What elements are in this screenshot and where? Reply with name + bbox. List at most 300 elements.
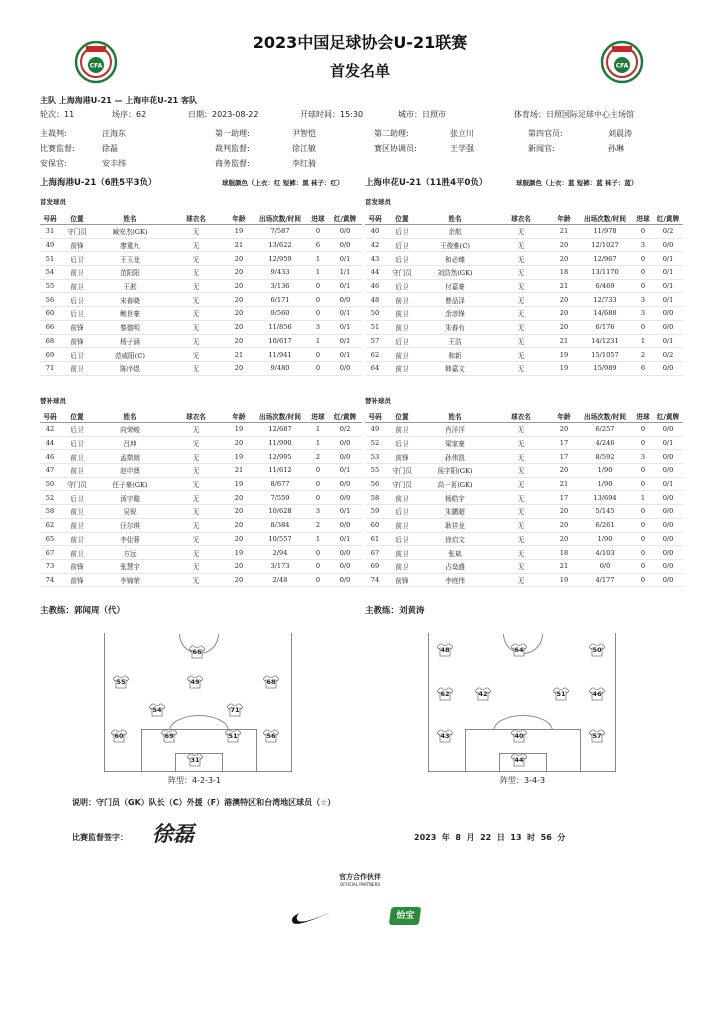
table-cell: 20 bbox=[226, 266, 252, 280]
table-cell: 0/0 bbox=[653, 238, 683, 252]
table-cell: 后卫 bbox=[385, 238, 419, 252]
table-cell: 高一茗(GK) bbox=[419, 477, 491, 491]
table-cell: 60 bbox=[365, 518, 385, 532]
table-cell: 0/0 bbox=[653, 559, 683, 573]
table-cell: 后卫 bbox=[385, 252, 419, 266]
table-row bbox=[365, 491, 683, 505]
player-jersey: 55 bbox=[113, 675, 129, 689]
table-cell: 20 bbox=[226, 518, 252, 532]
official-value: 王学强 bbox=[450, 144, 474, 153]
table-cell: 0 bbox=[308, 464, 328, 478]
table-cell: 56 bbox=[365, 477, 385, 491]
table-cell: 13/1170 bbox=[577, 266, 633, 280]
table-cell: 无 bbox=[166, 238, 226, 252]
column-header: 出场次数/时间 bbox=[259, 413, 301, 421]
table-cell: 1 bbox=[308, 532, 328, 546]
table-cell: 19 bbox=[551, 348, 577, 362]
table-cell: 朱春有 bbox=[419, 320, 491, 334]
table-cell: 余彦锋 bbox=[419, 307, 491, 321]
table-cell: 0/1 bbox=[328, 320, 362, 334]
table-cell: 方远 bbox=[94, 546, 166, 560]
table-cell: 无 bbox=[166, 450, 226, 464]
table-cell: 21 bbox=[226, 464, 252, 478]
table-cell: 0/1 bbox=[653, 436, 683, 450]
table-cell: 无 bbox=[166, 225, 226, 239]
table-cell: 前卫 bbox=[385, 361, 419, 375]
column-header: 年龄 bbox=[557, 215, 571, 223]
table-cell: 和必臻 bbox=[419, 252, 491, 266]
table-cell: 前卫 bbox=[60, 266, 94, 280]
table-cell: 无 bbox=[491, 348, 551, 362]
table-cell: 49 bbox=[40, 238, 60, 252]
table-cell: 1 bbox=[633, 334, 653, 348]
column-header: 球衣名 bbox=[186, 413, 206, 421]
table-cell: 吕坤 bbox=[94, 436, 166, 450]
table-row bbox=[365, 266, 683, 280]
table-cell: 无 bbox=[166, 348, 226, 362]
player-jersey: 64 bbox=[511, 643, 527, 657]
table-cell: 前卫 bbox=[60, 546, 94, 560]
column-header: 红/黄牌 bbox=[333, 215, 357, 223]
table-row bbox=[40, 559, 362, 573]
table-cell: 11/941 bbox=[252, 348, 308, 362]
table-row bbox=[365, 252, 683, 266]
table-cell: 4/177 bbox=[577, 573, 633, 587]
table-cell: 0/0 bbox=[653, 361, 683, 375]
table-cell: 徐启文 bbox=[419, 532, 491, 546]
table-cell: 无 bbox=[491, 252, 551, 266]
table-cell: 21 bbox=[551, 334, 577, 348]
table-cell: 0/0 bbox=[328, 491, 362, 505]
table-cell: 前卫 bbox=[60, 505, 94, 519]
table-cell: 0 bbox=[308, 348, 328, 362]
column-header: 球衣名 bbox=[511, 215, 531, 223]
table-cell: 无 bbox=[166, 334, 226, 348]
table-cell: 0/0 bbox=[653, 450, 683, 464]
table-cell: 57 bbox=[365, 334, 385, 348]
table-cell: 21 bbox=[551, 477, 577, 491]
table-cell: 李庭伟 bbox=[419, 573, 491, 587]
player-jersey: 40 bbox=[511, 729, 527, 743]
table-cell: 鲍世豪 bbox=[94, 307, 166, 321]
round: 轮次：11 bbox=[40, 110, 75, 119]
table-cell: 10/617 bbox=[252, 334, 308, 348]
partners-en: OFFICIAL PARTNERS bbox=[340, 882, 380, 887]
away-starters-table bbox=[365, 212, 683, 376]
table-cell: 后卫 bbox=[385, 279, 419, 293]
table-cell: 46 bbox=[40, 450, 60, 464]
table-cell: 0/0 bbox=[328, 450, 362, 464]
table-cell: 无 bbox=[491, 464, 551, 478]
table-cell: 0/0 bbox=[653, 546, 683, 560]
table-row bbox=[365, 320, 683, 334]
table-cell: 1/90 bbox=[577, 532, 633, 546]
table-row bbox=[40, 436, 362, 450]
nike-logo bbox=[290, 905, 336, 927]
table-cell: 前卫 bbox=[385, 348, 419, 362]
table-cell: 后卫 bbox=[60, 491, 94, 505]
table-row bbox=[40, 450, 362, 464]
table-cell: 14/1231 bbox=[577, 334, 633, 348]
table-cell: 守门员 bbox=[60, 225, 94, 239]
home-kit: 球服颜色（上衣：红 短裤：黑 袜子：红） bbox=[222, 179, 344, 187]
table-cell: 21 bbox=[551, 279, 577, 293]
table-cell: 0/0 bbox=[653, 505, 683, 519]
match-date: 日期：2023-08-22 bbox=[188, 110, 259, 119]
table-cell: 11/856 bbox=[252, 320, 308, 334]
table-cell: 42 bbox=[365, 238, 385, 252]
table-cell: 0/0 bbox=[328, 361, 362, 375]
column-header: 姓名 bbox=[123, 413, 137, 421]
table-cell: 5/145 bbox=[577, 505, 633, 519]
table-cell: 20 bbox=[226, 293, 252, 307]
table-cell: 0 bbox=[633, 573, 653, 587]
player-jersey: 56 bbox=[263, 729, 279, 743]
table-cell: 0 bbox=[633, 464, 653, 478]
table-cell: 0 bbox=[633, 423, 653, 437]
table-cell: 无 bbox=[166, 436, 226, 450]
column-header: 姓名 bbox=[123, 215, 137, 223]
table-cell: 62 bbox=[40, 518, 60, 532]
table-cell: 1 bbox=[308, 423, 328, 437]
table-cell: 20 bbox=[226, 361, 252, 375]
table-cell: 0/0 bbox=[328, 477, 362, 491]
table-cell: 9/433 bbox=[252, 266, 308, 280]
table-cell: 前锋 bbox=[60, 320, 94, 334]
table-row bbox=[40, 464, 362, 478]
table-cell: 无 bbox=[166, 252, 226, 266]
table-cell: 0/1 bbox=[653, 334, 683, 348]
table-cell: 0 bbox=[308, 279, 328, 293]
table-cell: 0/0 bbox=[653, 307, 683, 321]
table-row bbox=[40, 279, 362, 293]
table-cell: 前卫 bbox=[60, 361, 94, 375]
table-cell: 14/688 bbox=[577, 307, 633, 321]
table-cell: 43 bbox=[365, 252, 385, 266]
table-cell: 0/1 bbox=[328, 464, 362, 478]
table-cell: 无 bbox=[491, 477, 551, 491]
table-cell: 后卫 bbox=[385, 532, 419, 546]
table-cell: 前卫 bbox=[385, 307, 419, 321]
table-cell: 0/0 bbox=[653, 573, 683, 587]
table-cell: 50 bbox=[40, 477, 60, 491]
table-row bbox=[365, 238, 683, 252]
player-jersey: 69 bbox=[161, 729, 177, 743]
table-cell: 前卫 bbox=[385, 559, 419, 573]
table-cell: 黎德明 bbox=[94, 320, 166, 334]
table-cell: 20 bbox=[551, 423, 577, 437]
table-cell: 74 bbox=[40, 573, 60, 587]
table-cell: 0 bbox=[308, 293, 328, 307]
table-cell: 无 bbox=[166, 320, 226, 334]
table-row bbox=[365, 464, 683, 478]
official-label: 第二助理: bbox=[374, 129, 409, 138]
table-cell: 侯宇阳(GK) bbox=[419, 464, 491, 478]
table-cell: 0/1 bbox=[328, 348, 362, 362]
table-cell: 53 bbox=[365, 450, 385, 464]
table-cell: 无 bbox=[166, 266, 226, 280]
table-cell: 56 bbox=[40, 293, 60, 307]
home-subs-table bbox=[40, 410, 362, 587]
table-cell: 20 bbox=[226, 532, 252, 546]
table-cell: 20 bbox=[226, 279, 252, 293]
table-row bbox=[365, 559, 683, 573]
table-cell: 守门员 bbox=[385, 266, 419, 280]
table-cell: 张慧宇 bbox=[94, 559, 166, 573]
table-cell: 20 bbox=[226, 573, 252, 587]
column-header: 红/黄牌 bbox=[656, 413, 680, 421]
table-cell: 40 bbox=[365, 225, 385, 239]
table-cell: 0/1 bbox=[653, 252, 683, 266]
official-label: 第四官员: bbox=[528, 129, 563, 138]
table-row bbox=[40, 573, 362, 587]
table-cell: 无 bbox=[491, 334, 551, 348]
table-row bbox=[365, 279, 683, 293]
table-cell: 65 bbox=[40, 532, 60, 546]
table-cell: 前锋 bbox=[60, 238, 94, 252]
table-cell: 无 bbox=[491, 573, 551, 587]
table-cell: 20 bbox=[551, 518, 577, 532]
table-cell: 0 bbox=[633, 518, 653, 532]
match-no: 场序：62 bbox=[112, 110, 147, 119]
table-row bbox=[40, 293, 362, 307]
official-label: 第一助理: bbox=[215, 129, 250, 138]
table-cell: 55 bbox=[40, 279, 60, 293]
table-cell: 后卫 bbox=[385, 505, 419, 519]
table-cell: 后卫 bbox=[60, 423, 94, 437]
table-cell: 朱鹏超 bbox=[419, 505, 491, 519]
home-coach: 主教练：郭闻周（代） bbox=[40, 606, 126, 616]
table-row bbox=[40, 546, 362, 560]
table-cell: 0 bbox=[633, 266, 653, 280]
table-cell: 19 bbox=[226, 546, 252, 560]
table-cell: 8/384 bbox=[252, 518, 308, 532]
official-label: 商务监督: bbox=[215, 159, 250, 168]
table-cell: 0/0 bbox=[653, 518, 683, 532]
table-cell: 0/1 bbox=[328, 279, 362, 293]
table-cell: 守门员 bbox=[385, 464, 419, 478]
column-header: 出场次数/时间 bbox=[259, 215, 301, 223]
table-cell: 1 bbox=[308, 334, 328, 348]
table-cell: 2 bbox=[633, 348, 653, 362]
official-label: 比赛监督: bbox=[40, 144, 75, 153]
column-header: 进球 bbox=[311, 413, 325, 421]
table-cell: 20 bbox=[226, 436, 252, 450]
away-subs-table bbox=[365, 410, 683, 587]
away-starters-label: 首发球员 bbox=[365, 198, 391, 206]
table-cell: 0/1 bbox=[328, 307, 362, 321]
table-row bbox=[40, 532, 362, 546]
table-cell: 11/612 bbox=[252, 464, 308, 478]
table-cell: 68 bbox=[40, 334, 60, 348]
column-header: 进球 bbox=[311, 215, 325, 223]
table-cell: 0/1 bbox=[653, 266, 683, 280]
table-cell: 19 bbox=[226, 450, 252, 464]
official-value: 汪海东 bbox=[102, 129, 126, 138]
table-cell: 0/1 bbox=[328, 505, 362, 519]
table-cell: 陈序煜 bbox=[94, 361, 166, 375]
table-cell: 46 bbox=[365, 279, 385, 293]
table-cell: 耿祥龙 bbox=[419, 518, 491, 532]
column-header: 年龄 bbox=[232, 413, 246, 421]
table-cell: 42 bbox=[40, 423, 60, 437]
table-cell: 0/2 bbox=[653, 225, 683, 239]
table-cell: 无 bbox=[491, 320, 551, 334]
table-cell: 前卫 bbox=[385, 546, 419, 560]
table-cell: 无 bbox=[166, 307, 226, 321]
svg-text:CFA: CFA bbox=[615, 62, 629, 70]
table-cell: 1/90 bbox=[577, 464, 633, 478]
table-cell: 无 bbox=[166, 532, 226, 546]
table-cell: 6/469 bbox=[577, 279, 633, 293]
table-cell: 4/246 bbox=[577, 436, 633, 450]
table-cell: 12/1027 bbox=[577, 238, 633, 252]
table-cell: 12/959 bbox=[252, 252, 308, 266]
table-cell: 吴锐 bbox=[94, 505, 166, 519]
column-header: 进球 bbox=[636, 215, 650, 223]
table-cell: 66 bbox=[40, 320, 60, 334]
table-cell: 范阳阳 bbox=[94, 266, 166, 280]
table-cell: 2 bbox=[308, 518, 328, 532]
column-header: 姓名 bbox=[448, 215, 462, 223]
player-jersey: 44 bbox=[511, 753, 527, 767]
table-row bbox=[40, 334, 362, 348]
column-header: 号码 bbox=[368, 413, 382, 421]
table-cell: 无 bbox=[491, 238, 551, 252]
table-cell: 3 bbox=[633, 293, 653, 307]
table-row bbox=[40, 348, 362, 362]
table-cell: 0/1 bbox=[328, 532, 362, 546]
table-cell: 0 bbox=[633, 505, 653, 519]
table-cell: 前锋 bbox=[385, 573, 419, 587]
table-cell: 韩嘉文 bbox=[419, 361, 491, 375]
official-label: 主裁判: bbox=[40, 129, 67, 138]
table-cell: 0 bbox=[633, 546, 653, 560]
table-cell: 0 bbox=[308, 491, 328, 505]
table-cell: 前卫 bbox=[60, 518, 94, 532]
table-cell: 王玉龙 bbox=[94, 252, 166, 266]
table-cell: 前卫 bbox=[385, 423, 419, 437]
table-cell: 59 bbox=[365, 505, 385, 519]
table-cell: 无 bbox=[166, 361, 226, 375]
table-row bbox=[40, 518, 362, 532]
home-starters-label: 首发球员 bbox=[40, 198, 66, 206]
venue: 体育场：日照国际足球中心主场馆 bbox=[514, 110, 634, 119]
table-cell: 无 bbox=[166, 491, 226, 505]
table-cell: 向荣峻 bbox=[94, 423, 166, 437]
table-cell: 守门员 bbox=[385, 477, 419, 491]
table-cell: 18 bbox=[551, 546, 577, 560]
table-cell: 0 bbox=[308, 361, 328, 375]
svg-text:CFA: CFA bbox=[89, 62, 103, 70]
table-cell: 10/628 bbox=[252, 505, 308, 519]
table-cell: 0/1 bbox=[653, 477, 683, 491]
table-cell: 前卫 bbox=[385, 518, 419, 532]
table-cell: 无 bbox=[166, 423, 226, 437]
table-cell: 6 bbox=[308, 238, 328, 252]
table-cell: 无 bbox=[166, 464, 226, 478]
table-row bbox=[40, 361, 362, 375]
table-cell: 62 bbox=[365, 348, 385, 362]
table-cell: 2/48 bbox=[252, 573, 308, 587]
table-cell: 无 bbox=[491, 293, 551, 307]
table-cell: 0/0 bbox=[328, 436, 362, 450]
table-cell: 12/967 bbox=[577, 252, 633, 266]
table-cell: 0 bbox=[633, 225, 653, 239]
table-cell: 49 bbox=[365, 423, 385, 437]
table-cell: 范威阳(C) bbox=[94, 348, 166, 362]
table-cell: 10/557 bbox=[252, 532, 308, 546]
table-cell: 52 bbox=[40, 491, 60, 505]
table-cell: 17 bbox=[551, 491, 577, 505]
table-row bbox=[365, 334, 683, 348]
table-row bbox=[365, 293, 683, 307]
table-cell: 0/0 bbox=[328, 225, 362, 239]
table-cell: 19 bbox=[226, 423, 252, 437]
sign-datetime: 2023 年 8 月 22 日 13 时 56 分 bbox=[414, 833, 566, 842]
table-row bbox=[40, 238, 362, 252]
column-header: 号码 bbox=[43, 413, 57, 421]
table-cell: 1 bbox=[308, 252, 328, 266]
table-row bbox=[365, 477, 683, 491]
table-cell: 0/0 bbox=[653, 532, 683, 546]
official-label: 赛区协调员: bbox=[374, 144, 417, 153]
player-jersey: 71 bbox=[227, 703, 243, 717]
table-cell: 20 bbox=[551, 252, 577, 266]
table-cell: 宋春晓 bbox=[94, 293, 166, 307]
table-cell: 无 bbox=[166, 477, 226, 491]
table-cell: 后卫 bbox=[60, 293, 94, 307]
legend-note: 说明：守门员（GK）队长（C）外援（F）港澳特区和台湾地区球员（☆） bbox=[72, 798, 336, 807]
table-cell: 0/0 bbox=[653, 464, 683, 478]
table-cell: 17 bbox=[551, 450, 577, 464]
table-cell: 0 bbox=[633, 559, 653, 573]
table-cell: 廖重九 bbox=[94, 238, 166, 252]
column-header: 姓名 bbox=[448, 413, 462, 421]
table-cell: 占燊盛 bbox=[419, 559, 491, 573]
official-value: 尹智恺 bbox=[292, 129, 316, 138]
table-cell: 前卫 bbox=[385, 293, 419, 307]
table-cell: 前锋 bbox=[60, 334, 94, 348]
table-cell: 20 bbox=[226, 491, 252, 505]
player-jersey: 49 bbox=[187, 675, 203, 689]
table-cell: 前卫 bbox=[60, 450, 94, 464]
table-cell: 18 bbox=[551, 266, 577, 280]
column-header: 进球 bbox=[636, 413, 650, 421]
table-cell: 前卫 bbox=[385, 320, 419, 334]
table-cell: 21 bbox=[226, 348, 252, 362]
page-subtitle: 首发名单 bbox=[329, 62, 390, 80]
table-cell: 0/0 bbox=[328, 573, 362, 587]
table-cell: 61 bbox=[365, 532, 385, 546]
table-cell: 0/2 bbox=[328, 423, 362, 437]
table-cell: 前卫 bbox=[60, 279, 94, 293]
away-subs-label: 替补球员 bbox=[365, 397, 391, 405]
home-pitch bbox=[104, 633, 292, 772]
column-header: 位置 bbox=[70, 413, 84, 421]
table-cell: 9/480 bbox=[252, 361, 308, 375]
column-header: 红/黄牌 bbox=[656, 215, 680, 223]
home-subs-label: 替补球员 bbox=[40, 397, 66, 405]
table-cell: 后卫 bbox=[60, 436, 94, 450]
column-header: 位置 bbox=[395, 413, 409, 421]
table-cell: 20 bbox=[226, 505, 252, 519]
table-cell: 20 bbox=[226, 307, 252, 321]
partners-cn: 官方合作伙伴 bbox=[339, 873, 381, 881]
player-jersey: 66 bbox=[189, 645, 205, 659]
table-cell: 1 bbox=[308, 436, 328, 450]
table-cell: 11/990 bbox=[252, 436, 308, 450]
